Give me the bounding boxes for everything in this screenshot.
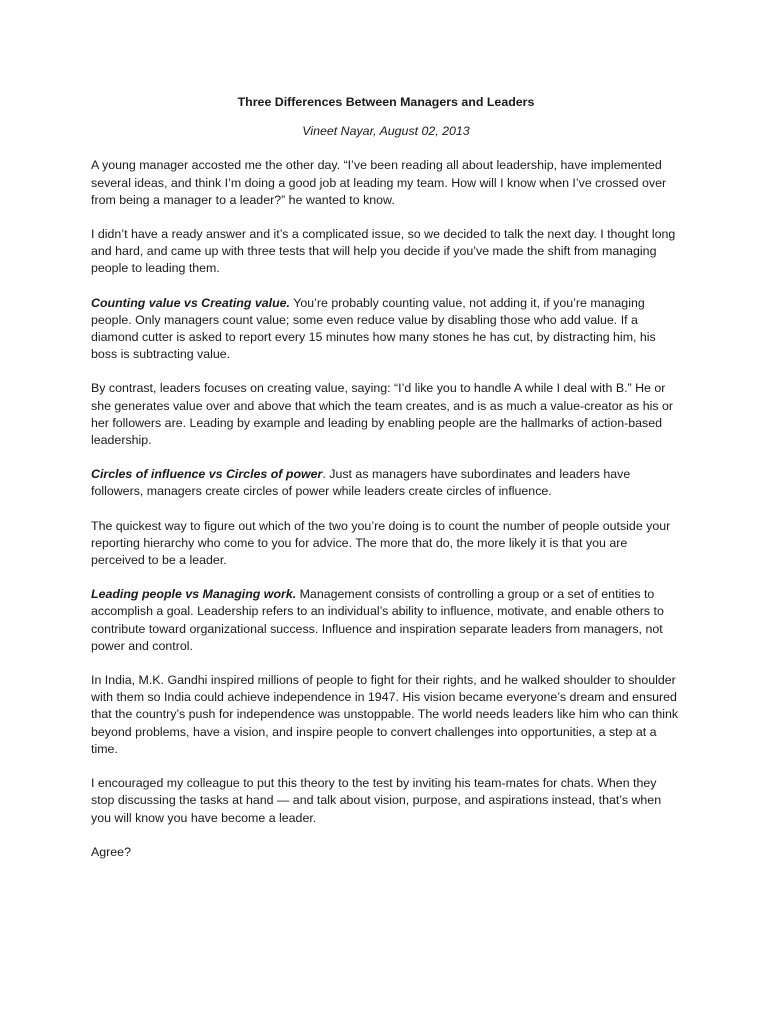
paragraph-7-lead: Leading people vs Managing work. [91, 587, 297, 602]
paragraph-2-text: I didn’t have a ready answer and it’s a complicated issue, so we decided to talk the next day. I thought long and hard, and came up with three tests that will help you decide if you’ve made the shift from managing people to leading them. [91, 227, 676, 276]
paragraph-3 [91, 295, 681, 364]
paragraph-10-text: Agree? [91, 844, 131, 859]
paragraph-9 [91, 775, 681, 827]
paragraph-8 [91, 672, 681, 758]
paragraph-10 [91, 844, 681, 861]
paragraph-4-text: By contrast, leaders focuses on creating value, saying: “I’d like you to handle A while I deal with B.” He or she generates value over and above that which the team creates, and is as much a value-creator as his or her followers are. Leading by example and leading by enabling people are the hallmarks of action-based leadership. [91, 381, 673, 448]
paragraph-4 [91, 380, 681, 449]
paragraph-7-text: Management consists of controlling a group or a set of entities to accomplish a goal. Leadership refers to an individual’s ability to influence, motivate, and enable others to contribute toward organizational success. Influence and inspiration separate leaders from managers, not power and control. [91, 587, 664, 653]
paragraph-5-text: . Just as managers have subordinates and leaders have followers, managers create circles of power while leaders create circles of influence. [91, 467, 631, 499]
paragraph-1-text: A young manager accosted me the other day. “I’ve been reading all about leadership, have implemented several ideas, and think I’m doing a good job at leading my team. How will I know when I’ve crossed over from being a manager to a leader?” he wanted to know. [91, 158, 667, 207]
paragraph-3-text: You’re probably counting value, not adding it, if you’re managing people. Only managers count value; some even reduce value by disabling those who add value. If a diamond cutter is asked to report every 15 minutes how many stones he has cut, by distracting him, his boss is subtracting value. [91, 295, 656, 362]
paragraph-3-lead: Counting value vs Creating value. [91, 295, 290, 310]
document-title: Three Differences Between Managers and Leaders [237, 95, 535, 109]
paragraph-9-text: I encouraged my colleague to put this theory to the test by inviting his team-mates for chats. When they stop discussing the tasks at hand — and talk about vision, purpose, and aspirations instead, that’s when you will know you have become a leader. [91, 776, 662, 825]
paragraph-2 [91, 226, 681, 278]
paragraph-8-text: In India, M.K. Gandhi inspired millions of people to fight for their rights, and he walked shoulder to shoulder with them so India could achieve independence in 1947. His vision became everyone’s dream and ensured that the country’s push for independence was unstoppable. The world needs leaders like him who can think beyond problems, have a vision, and inspire people to convert challenges into opportunities, a step at a time. [91, 673, 679, 756]
paragraph-7 [91, 586, 681, 655]
paragraph-5-lead: Circles of influence vs Circles of power [91, 467, 323, 482]
paragraph-1 [91, 157, 681, 209]
document-byline: Vineet Nayar, August 02, 2013 [302, 124, 470, 139]
paragraph-5 [91, 466, 681, 500]
document-body [91, 94, 681, 878]
paragraph-6 [91, 518, 681, 570]
paragraph-6-text: The quickest way to figure out which of the two you’re doing is to count the number of people outside your reporting hierarchy who come to you for advice. The more that do, the more likely it is that you are perceived to be a leader. [91, 518, 671, 568]
